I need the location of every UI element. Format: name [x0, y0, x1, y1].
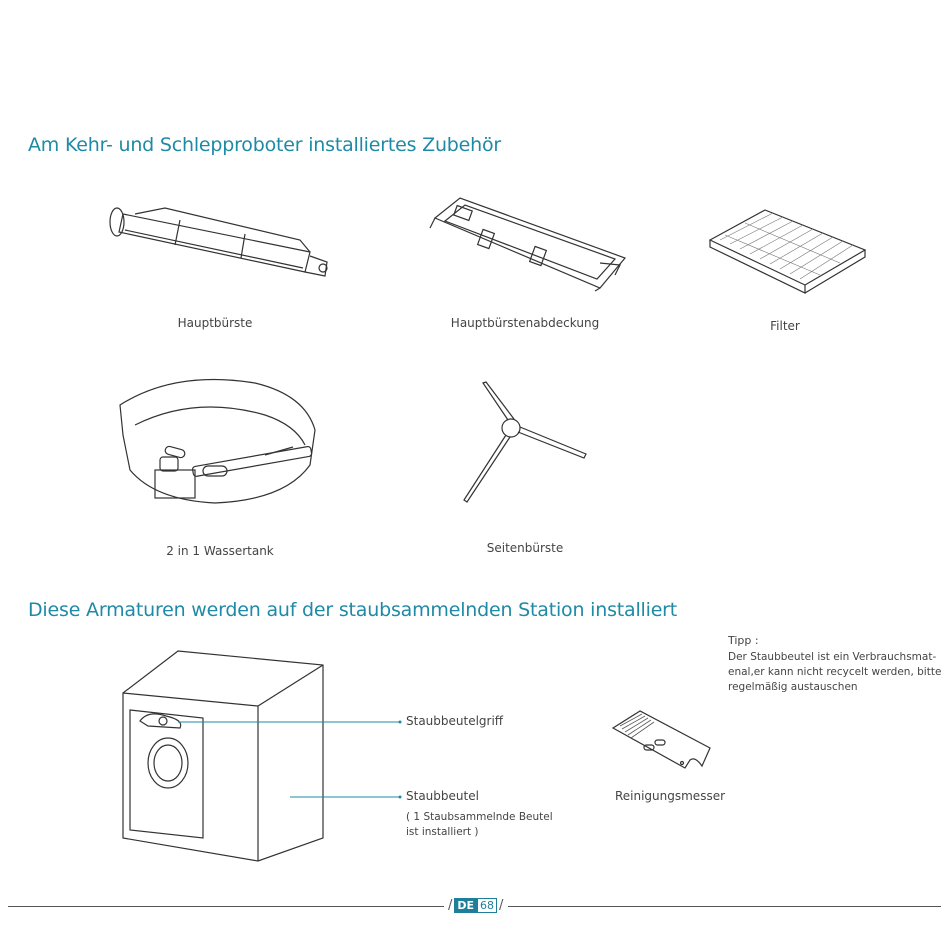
- label-main-brush-cover: Hauptbürstenabdeckung: [450, 316, 600, 330]
- footer-rule-right: [508, 906, 941, 907]
- main-brush-illustration: [105, 200, 335, 290]
- callout-lines: [150, 710, 450, 830]
- label-cleaning-tool: Reinigungsmesser: [614, 789, 726, 803]
- label-water-tank: 2 in 1 Wassertank: [166, 544, 274, 558]
- section-title-robot-accessories: Am Kehr- und Schlepproboter installiertes Zubehör: [28, 134, 502, 156]
- callout-dust-bag-note-2: ist installiert ): [406, 826, 479, 838]
- tip-line-3: regelmäßig austauschen: [728, 681, 858, 693]
- language-badge: DE: [454, 898, 477, 913]
- callout-dust-bag-note-1: ( 1 Staubsammelnde Beutel: [406, 811, 553, 823]
- tip-line-2: enal,er kann nicht recycelt werden, bitte: [728, 666, 942, 678]
- label-main-brush: Hauptbürste: [177, 316, 253, 330]
- water-tank-illustration: [115, 375, 325, 515]
- section-title-station-accessories: Diese Armaturen werden auf der staubsammelnden Station installiert: [28, 599, 678, 621]
- main-brush-cover-illustration: [420, 193, 640, 293]
- footer-rule-left: [8, 906, 444, 907]
- side-brush-illustration: [458, 380, 598, 510]
- callout-dust-bag: Staubbeutel: [406, 789, 479, 803]
- page-number: 68: [477, 898, 497, 913]
- tip-line-1: Der Staubbeutel ist ein Verbrauchsmat-: [728, 651, 937, 663]
- cleaning-tool-illustration: [610, 708, 720, 778]
- label-side-brush: Seitenbürste: [486, 541, 564, 555]
- page-number-badge: / DE 68 /: [448, 898, 504, 913]
- tip-heading: Tipp :: [728, 634, 759, 647]
- label-filter: Filter: [770, 319, 800, 333]
- filter-illustration: [705, 205, 870, 305]
- callout-dust-bag-handle: Staubbeutelgriff: [406, 714, 504, 728]
